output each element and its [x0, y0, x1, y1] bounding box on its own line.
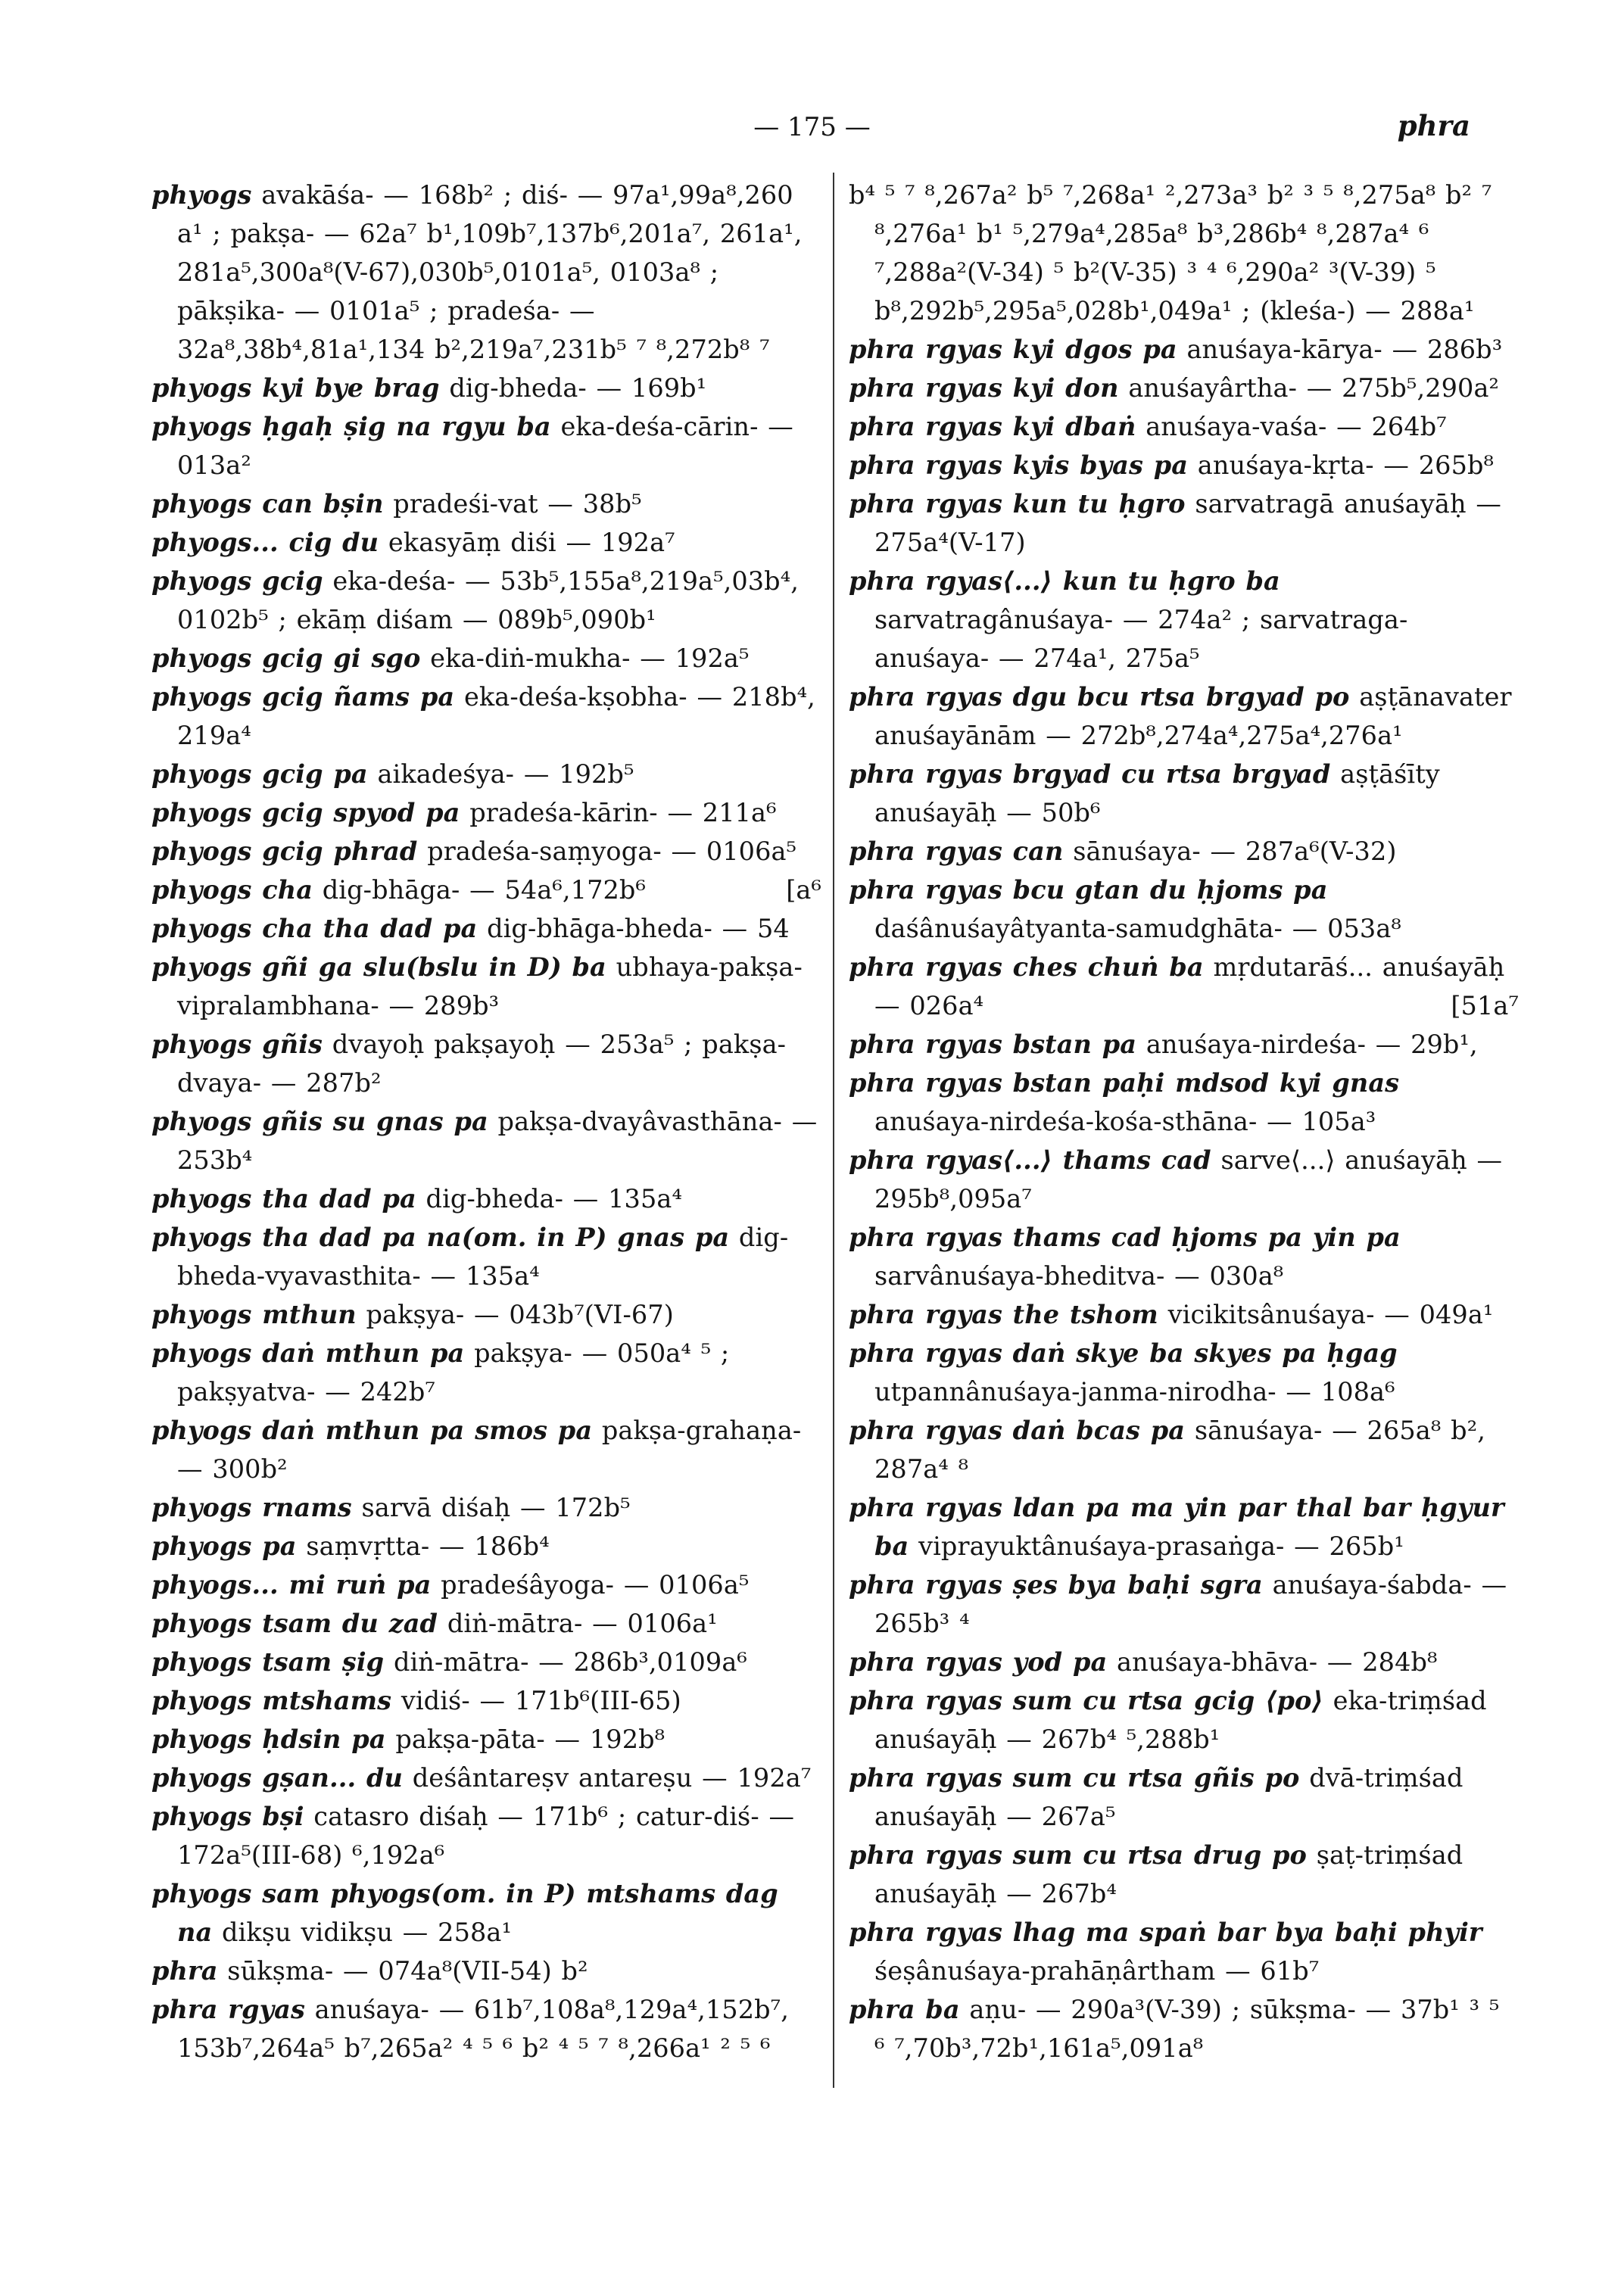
sanskrit-equivalent: pakṣa-dvayâvasthāna- — 253b⁴	[177, 1107, 818, 1175]
sanskrit-equivalent: sarvatragânuśaya- — 274a² ; sarvatraga- anuśaya- — 274a¹, 275a⁵	[874, 605, 1408, 673]
tibetan-term: phyogs tha dad pa	[151, 1184, 416, 1213]
sanskrit-equivalent: avakāśa- — 168b² ; diś- — 97a¹,99a⁸,260 a¹ ; pakṣa- — 62a⁷ b¹,109b⁷,137b⁶,201a⁷, 261a¹, 281a⁵,300a⁸(V-67),030b⁵,0101a⁵, 0103a⁸ ; pākṣika- — 0101a⁵ ; pradeśa- — 32a⁸,38b⁴,81a¹,134 b²,219a⁷,231b⁵ ⁷ ⁸,272b⁸ ⁷	[177, 180, 803, 364]
tibetan-term: phra rgyas sum cu rtsa gcig ⟨po⟩	[849, 1686, 1323, 1715]
sanskrit-equivalent: śeṣânuśaya-prahāṇârtham — 61b⁷	[874, 1956, 1320, 1986]
sanskrit-equivalent: dig-bheda- — 169b¹	[449, 373, 707, 403]
tibetan-term: phyogs can bṣin	[151, 489, 384, 519]
right-column	[849, 176, 1519, 2067]
dictionary-entry	[849, 484, 1519, 562]
tibetan-term: phra rgyas daṅ bcas pa	[849, 1416, 1186, 1445]
tibetan-term: phyogs daṅ mthun pa smos pa	[151, 1416, 593, 1445]
tibetan-term: phra rgyas sum cu rtsa gñis po	[849, 1763, 1300, 1793]
tibetan-term: phra rgyas kyi don	[849, 373, 1119, 403]
tibetan-term: phra rgyas kyi dbaṅ	[849, 412, 1136, 441]
dictionary-entry	[151, 1643, 821, 1681]
sanskrit-equivalent: b⁴ ⁵ ⁷ ⁸,267a² b⁵ ⁷,268a¹ ²,273a³ b² ³ ⁵ ⁸,275a⁸ b² ⁷ ⁸,276a¹ b¹ ⁵,279a⁴,285a⁸ b³,286b⁴ ⁸,287a⁴ ⁶ ⁷,288a²(V-34) ⁵ b²(V-35) ³ ⁴ ⁶,290a² ³(V-39) ⁵ b⁸,292b⁵,295a⁵,028b¹,049a¹ ; (kleśa-) — 288a¹	[849, 180, 1492, 326]
dictionary-entry	[151, 1488, 821, 1527]
dictionary-entry	[849, 369, 1519, 407]
tibetan-term: phra rgyas lhag ma spaṅ bar bya baḥi phyir	[849, 1918, 1482, 1947]
sanskrit-equivalent: ekasyāṃ diśi — 192a⁷	[388, 528, 675, 557]
sanskrit-equivalent: sarvatragā anuśayāḥ — 275a⁴(V-17)	[874, 489, 1501, 557]
tibetan-term: phra rgyas sum cu rtsa drug po	[849, 1840, 1307, 1870]
sanskrit-equivalent: pradeśa-kārin- — 211a⁶	[469, 798, 777, 827]
tibetan-term: phyogs mtshams	[151, 1686, 392, 1715]
dictionary-entry	[151, 832, 821, 871]
tibetan-term: phra rgyas yod pa	[849, 1647, 1108, 1677]
tibetan-term: phra rgyas dgu bcu rtsa brgyad po	[849, 682, 1350, 712]
dictionary-entry	[849, 948, 1519, 1025]
sanskrit-equivalent: anuśaya-kṛta- — 265b⁸	[1197, 450, 1495, 480]
sanskrit-equivalent: dvayoḥ pakṣayoḥ — 253a⁵ ; pakṣa-dvaya- — 287b²	[177, 1030, 787, 1098]
tibetan-term: phyogs gñis su gnas pa	[151, 1107, 488, 1136]
tibetan-term: phra rgyas bstan pa	[849, 1030, 1137, 1059]
sanskrit-equivalent: pradeśâyoga- — 0106a⁵	[441, 1570, 750, 1600]
dictionary-entry	[849, 1990, 1519, 2067]
sanskrit-equivalent: aṣṭāśīty anuśayāḥ — 50b⁶	[874, 759, 1440, 827]
sanskrit-equivalent: sarvânuśaya-bheditva- — 030a⁸	[874, 1261, 1284, 1291]
dictionary-entry	[849, 1218, 1519, 1295]
dictionary-entry	[151, 484, 821, 523]
sanskrit-equivalent: anuśaya-bhāva- — 284b⁸	[1117, 1647, 1438, 1677]
sanskrit-equivalent: anuśaya- — 61b⁷,108a⁸,129a⁴,152b⁷, 153b⁷,264a⁵ b⁷,265a² ⁴ ⁵ ⁶ b² ⁴ ⁵ ⁷ ⁸,266a¹ ² ⁵ ⁶	[177, 1995, 789, 2063]
dictionary-entry	[151, 639, 821, 678]
dictionary-entry	[151, 1025, 821, 1102]
tibetan-term: phyogs tsam ṣig	[151, 1647, 385, 1677]
dictionary-entry	[849, 1334, 1519, 1411]
dictionary-entry	[151, 678, 821, 755]
tibetan-term: phyogs gñis	[151, 1030, 323, 1059]
sanskrit-equivalent: sānuśaya- — 287a⁶(V-32)	[1073, 837, 1397, 866]
dictionary-entry	[151, 1411, 821, 1488]
tibetan-term: phra rgyas ches chuṅ ba	[849, 952, 1204, 982]
dictionary-entry	[849, 1488, 1519, 1566]
dictionary-entry	[151, 1604, 821, 1643]
dictionary-entry	[849, 755, 1519, 832]
sanskrit-equivalent: eka-diṅ-mukha- — 192a⁵	[430, 643, 750, 673]
tibetan-term: phyogs... mi ruṅ pa	[151, 1570, 432, 1600]
tibetan-term: phyogs tsam du zad	[151, 1609, 438, 1638]
sanskrit-equivalent: pakṣa-grahaṇa- — 300b²	[177, 1416, 802, 1484]
tibetan-term: phyogs gṣan... du	[151, 1763, 404, 1793]
tibetan-term: phyogs pa	[151, 1531, 297, 1561]
dictionary-entry	[849, 678, 1519, 755]
tibetan-term: phra rgyas	[151, 1995, 305, 2024]
dictionary-entry	[151, 948, 821, 1025]
sanskrit-equivalent: anuśaya-vaśa- — 264b⁷	[1146, 412, 1447, 441]
sanskrit-equivalent: sānuśaya- — 265a⁸ b², 287a⁴ ⁸	[874, 1416, 1485, 1484]
sanskrit-equivalent: ubhaya-pakṣa-vipralambhana- — 289b³	[177, 952, 803, 1020]
tibetan-term: phyogs sam phyogs(om. in P) mtshams dag na	[151, 1879, 778, 1947]
sanskrit-equivalent: pakṣya- — 050a⁴ ⁵ ; pakṣyatva- — 242b⁷	[177, 1338, 730, 1407]
sanskrit-equivalent: daśânuśayâtyanta-samudghāta- — 053a⁸	[874, 914, 1401, 943]
sanskrit-equivalent: mṛdutarāś... anuśayāḥ — 026a⁴	[874, 952, 1505, 1020]
dictionary-entry	[151, 1681, 821, 1720]
dictionary-entry	[849, 1913, 1519, 1990]
sanskrit-equivalent: dvā-triṃśad anuśayāḥ — 267a⁵	[874, 1763, 1463, 1831]
carried-reference: [51a⁷	[1451, 991, 1519, 1020]
dictionary-entry	[849, 871, 1519, 948]
sanskrit-equivalent: dig-bheda- — 135a⁴	[425, 1184, 682, 1213]
tibetan-term: phyogs gcig spyod pa	[151, 798, 460, 827]
sanskrit-equivalent: eka-deśa- — 53b⁵,155a⁸,219a⁵,03b⁴, 0102b⁵ ; ekāṃ diśam — 089b⁵,090b¹	[177, 566, 800, 634]
dictionary-entry	[849, 1643, 1519, 1681]
tibetan-term: phyogs... cig du	[151, 528, 379, 557]
tibetan-term: phyogs ḥdsin pa	[151, 1724, 386, 1754]
dictionary-entry	[849, 1681, 1519, 1759]
dictionary-entry	[151, 1952, 821, 1990]
dictionary-entry	[151, 1566, 821, 1604]
tibetan-term: phyogs daṅ mthun pa	[151, 1338, 465, 1368]
sanskrit-equivalent: sūkṣma- — 074a⁸(VII-54) b²	[227, 1956, 588, 1986]
dictionary-entry	[849, 1295, 1519, 1334]
running-headword: phra	[1397, 109, 1470, 142]
sanskrit-equivalent: anuśaya-śabda- — 265b³ ⁴	[874, 1570, 1507, 1638]
sanskrit-equivalent: catasro diśaḥ — 171b⁶ ; catur-diś- — 172a⁵(III-68) ⁶,192a⁶	[177, 1802, 795, 1870]
tibetan-term: phra rgyas daṅ skye ba skyes pa ḥgag	[849, 1338, 1398, 1368]
sanskrit-equivalent: viprayuktânuśaya-prasaṅga- — 265b¹	[918, 1531, 1404, 1561]
tibetan-term: phyogs gcig gi sgo	[151, 643, 421, 673]
sanskrit-equivalent: diṅ-mātra- — 286b³,0109a⁶	[393, 1647, 747, 1677]
dictionary-entry	[151, 407, 821, 484]
dictionary-entry	[849, 1566, 1519, 1643]
dictionary-entry	[151, 1874, 821, 1952]
sanskrit-equivalent: aikadeśya- — 192b⁵	[377, 759, 634, 789]
left-column	[151, 176, 821, 2067]
tibetan-term: phra rgyas can	[849, 837, 1064, 866]
dictionary-entry	[849, 1836, 1519, 1913]
dictionary-entry	[151, 1720, 821, 1759]
sanskrit-equivalent: pakṣya- — 043b⁷(VI-67)	[366, 1300, 674, 1329]
dictionary-entry	[151, 793, 821, 832]
dictionary-entry	[151, 1295, 821, 1334]
tibetan-term: phra rgyas ṣes bya baḥi sgra	[849, 1570, 1263, 1600]
tibetan-term: phyogs gñi ga slu(bslu in D) ba	[151, 952, 606, 982]
sanskrit-equivalent: anuśaya-kārya- — 286b³	[1186, 335, 1503, 364]
tibetan-term: phyogs rnams	[151, 1493, 352, 1522]
sanskrit-equivalent: deśântareṣv antareṣu — 192a⁷	[412, 1763, 812, 1793]
tibetan-term: phyogs gcig phrad	[151, 837, 418, 866]
tibetan-term: phyogs bṣi	[151, 1802, 304, 1831]
dictionary-entry	[151, 1334, 821, 1411]
dictionary-entry	[151, 871, 821, 909]
page-number: — 175 —	[753, 112, 871, 142]
tibetan-term: phra rgyas thams cad ḥjoms pa yin pa	[849, 1223, 1401, 1252]
dictionary-entry	[151, 176, 821, 369]
sanskrit-equivalent: vidiś- — 171b⁶(III-65)	[401, 1686, 681, 1715]
sanskrit-equivalent: aṇu- — 290a³(V-39) ; sūkṣma- — 37b¹ ³ ⁵ ⁶ ⁷,70b³,72b¹,161a⁵,091a⁸	[874, 1995, 1500, 2063]
tibetan-term: phra rgyas ldan pa ma yin par thal bar ḥgyur ba	[849, 1493, 1504, 1561]
sanskrit-equivalent: pradeśa-saṃyoga- — 0106a⁵	[427, 837, 797, 866]
sanskrit-equivalent: eka-deśa-kṣobha- — 218b⁴, 219a⁴	[177, 682, 815, 750]
sanskrit-equivalent: dig-bheda-vyavasthita- — 135a⁴	[177, 1223, 789, 1291]
sanskrit-equivalent: ṣaṭ-triṃśad anuśayāḥ — 267b⁴	[874, 1840, 1463, 1908]
dictionary-entry	[151, 369, 821, 407]
tibetan-term: phra rgyas kyis byas pa	[849, 450, 1189, 480]
tibetan-term: phyogs gcig	[151, 566, 323, 596]
sanskrit-equivalent: eka-deśa-cārin- — 013a²	[177, 412, 793, 480]
tibetan-term: phra rgyas⟨...⟩ thams cad	[849, 1145, 1211, 1175]
tibetan-term: phyogs mthun	[151, 1300, 357, 1329]
sanskrit-equivalent: dig-bhāga-bheda- — 54	[487, 914, 790, 943]
dictionary-entry	[849, 832, 1519, 871]
sanskrit-equivalent: dikṣu vidikṣu — 258a¹	[222, 1918, 512, 1947]
sanskrit-equivalent: pradeśi-vat — 38b⁵	[393, 489, 642, 519]
dictionary-entry	[849, 176, 1519, 330]
dictionary-entry	[151, 1990, 821, 2067]
dictionary-entry	[849, 1411, 1519, 1488]
tibetan-term: phra rgyas bcu gtan du ḥjoms pa	[849, 875, 1328, 905]
sanskrit-equivalent: vicikitsânuśaya- — 049a¹	[1167, 1300, 1494, 1329]
tibetan-term: phra rgyas kun tu ḥgro	[849, 489, 1186, 519]
dictionary-entry	[151, 1759, 821, 1797]
tibetan-term: phra rgyas bstan paḥi mdsod kyi gnas	[849, 1068, 1400, 1098]
sanskrit-equivalent: anuśaya-nirdeśa-kośa-sthāna- — 105a³	[874, 1107, 1376, 1136]
dictionary-entry	[849, 562, 1519, 678]
sanskrit-equivalent: saṃvṛtta- — 186b⁴	[306, 1531, 550, 1561]
tibetan-term: phra rgyas the tshom	[849, 1300, 1158, 1329]
sanskrit-equivalent: dig-bhāga- — 54a⁶,172b⁶	[322, 875, 646, 905]
dictionary-entry	[849, 1759, 1519, 1836]
sanskrit-equivalent: utpannânuśaya-janma-nirodha- — 108a⁶	[874, 1377, 1395, 1407]
dictionary-entry	[849, 1141, 1519, 1218]
tibetan-term: phyogs gcig ñams pa	[151, 682, 455, 712]
sanskrit-equivalent: aṣṭānavater anuśayānām — 272b⁸,274a⁴,275a⁴,276a¹	[874, 682, 1512, 750]
dictionary-entry	[849, 1064, 1519, 1141]
tibetan-term: phyogs ḥgaḥ ṣig na rgyu ba	[151, 412, 551, 441]
tibetan-term: phyogs kyi bye brag	[151, 373, 440, 403]
dictionary-entry	[151, 1179, 821, 1218]
carried-reference: [a⁶	[786, 875, 821, 905]
sanskrit-equivalent: anuśayârtha- — 275b⁵,290a²	[1128, 373, 1500, 403]
dictionary-entry	[151, 562, 821, 639]
tibetan-term: phra rgyas kyi dgos pa	[849, 335, 1177, 364]
dictionary-entry	[151, 1797, 821, 1874]
dictionary-entry	[151, 1527, 821, 1566]
tibetan-term: phyogs tha dad pa na(om. in P) gnas pa	[151, 1223, 730, 1252]
sanskrit-equivalent: sarve⟨...⟩ anuśayāḥ — 295b⁸,095a⁷	[874, 1145, 1503, 1213]
sanskrit-equivalent: anuśaya-nirdeśa- — 29b¹,	[1146, 1030, 1478, 1059]
dictionary-entry	[849, 446, 1519, 484]
column-divider	[833, 173, 834, 2088]
dictionary-entry	[151, 523, 821, 562]
tibetan-term: phra rgyas⟨...⟩ kun tu ḥgro ba	[849, 566, 1280, 596]
dictionary-entry	[151, 1102, 821, 1179]
tibetan-term: phra	[151, 1956, 218, 1986]
tibetan-term: phyogs cha tha dad pa	[151, 914, 478, 943]
tibetan-term: phra ba	[849, 1995, 960, 2024]
sanskrit-equivalent: eka-triṃśad anuśayāḥ — 267b⁴ ⁵,288b¹	[874, 1686, 1487, 1754]
sanskrit-equivalent: sarvā diśaḥ — 172b⁵	[361, 1493, 631, 1522]
tibetan-term: phyogs cha	[151, 875, 313, 905]
dictionary-entry	[151, 909, 821, 948]
tibetan-term: phyogs gcig pa	[151, 759, 368, 789]
dictionary-entry	[849, 1025, 1519, 1064]
dictionary-entry	[849, 330, 1519, 369]
dictionary-entry	[151, 755, 821, 793]
sanskrit-equivalent: pakṣa-pāta- — 192b⁸	[395, 1724, 665, 1754]
sanskrit-equivalent: diṅ-mātra- — 0106a¹	[447, 1609, 718, 1638]
dictionary-entry	[151, 1218, 821, 1295]
tibetan-term: phra rgyas brgyad cu rtsa brgyad	[849, 759, 1331, 789]
dictionary-entry	[849, 407, 1519, 446]
tibetan-term: phyogs	[151, 180, 252, 210]
